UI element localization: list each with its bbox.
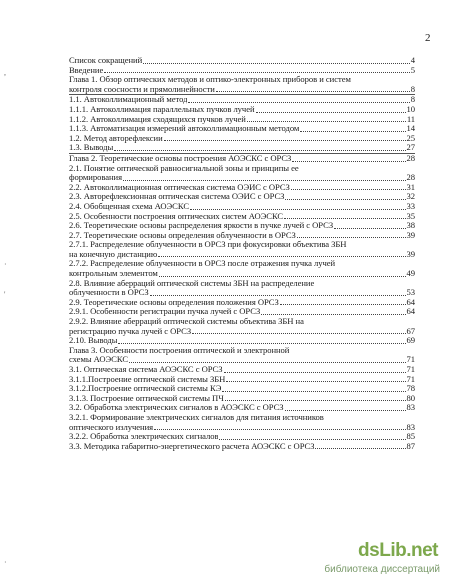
dot-leader [158,256,405,257]
toc-entry [69,432,415,442]
watermark-subtitle: библиотека диссертаций [324,564,440,575]
toc-entry-title: 3.1.1.Построение оптической системы ЗБН [69,374,226,384]
toc-entry-title: 1.2. Метод авторефлексии [69,133,163,143]
dot-leader [315,448,405,449]
dot-leader [190,209,405,210]
toc-entry [69,317,415,336]
dot-leader [118,343,405,344]
toc-entry-page: 31 [406,181,415,192]
toc-entry-title: 3.2.2. Обработка электрических сигналов [69,432,219,442]
toc-entry-title: Глава 1. Обзор оптических методов и оптико-электронных приборов и систем [69,74,351,85]
toc-entry [69,105,415,115]
toc-entry-page: 49 [406,268,415,279]
dot-leader [334,228,405,229]
toc-entry [69,134,415,144]
dot-leader [114,150,405,151]
toc-entry-title: 3.2.1. Формирование электрических сигналов для питания источников [69,411,324,422]
toc-entry-page: 71 [406,373,415,384]
toc-entry-page: 27 [406,142,415,153]
toc-entry-title: 2.7.1. Распределение облученности в ОРСЗ при фокусировки объектива ЗБН [69,239,347,250]
toc-entry [69,212,415,222]
dot-leader [222,391,405,392]
dot-leader [292,161,405,162]
watermark [290,538,450,582]
toc-entry-page: 67 [406,325,415,336]
toc-entry-title-continued: оптического излучения [69,422,154,432]
dot-leader [143,63,410,64]
toc-entry-page: 53 [406,287,415,298]
dot-leader [261,314,405,315]
toc-entry-title: 1.1.2. Автоколлимация сходящихся пучков лучей [69,114,246,124]
dot-leader [285,199,405,200]
dot-leader [297,237,406,238]
dot-leader [159,276,406,277]
margin-mark: ' [4,290,6,299]
toc-entry [69,384,415,394]
toc-entry [69,202,415,212]
dot-leader [226,381,405,382]
toc-entry-title-continued: контроля соосности и прямолинейности [69,84,215,94]
toc-entry [69,75,415,94]
dot-leader [291,189,406,190]
toc-entry-page: 8 [410,94,415,105]
toc-entry-title: 3.3. Методика габаритно-энергетического расчета АОЭСКС с ОРСЗ [69,441,315,451]
toc-entry-title: 3.1.3. Построение оптической системы ПЧ [69,393,224,403]
toc-entry-title: 2.2. Автоколлимационная оптическая система ОЭИС с ОРСЗ [69,182,290,192]
dot-leader [219,439,405,440]
toc-entry [69,143,415,153]
toc-entry-title: 2.8. Влияние аберраций оптической системы ЗБН на распределение [69,277,315,288]
toc-entry-title: Список сокращений [69,56,143,65]
toc-entry-page: 69 [406,335,415,346]
toc-entry [69,442,415,452]
toc-entry-page: 39 [406,248,415,259]
toc-entry-title: 1.1.1. Автоколлимация параллельных пучков лучей [69,104,255,114]
toc-entry [69,183,415,193]
toc-entry-title-continued: формирования [69,173,122,183]
toc-entry-page: 83 [406,402,415,413]
dot-leader [104,72,410,73]
dot-leader [247,121,406,122]
toc-entry [69,394,415,404]
dot-leader [256,112,406,113]
page-number: 2 [425,32,431,44]
toc-entry [69,240,415,259]
toc-entry-page: 35 [406,210,415,221]
dot-leader [154,429,405,430]
dot-leader [216,91,410,92]
toc-entry-title: 2.6. Теоретические основы распределения яркости в пучке лучей с ОРСЗ [69,221,334,231]
dot-leader [129,362,406,363]
toc-entry-page: 38 [406,220,415,231]
toc-entry-title: Введение [69,65,104,75]
toc-entry-title-continued: на конечную дистанцию [69,249,158,259]
margin-mark: · [4,260,7,269]
toc-entry-page: 83 [406,421,415,432]
toc-entry-title: 2.1. Понятие оптической равносигнальной зоны и принципы ее [69,162,299,173]
toc-entry-page: 10 [406,103,415,114]
toc-entry [69,56,415,66]
toc-entry-title: 3.1.2.Построение оптической системы КЭ [69,384,222,394]
toc-entry-title: 2.10. Выводы [69,336,118,346]
dot-leader [225,400,406,401]
dot-leader [192,333,405,334]
toc-entry-page: 8 [410,83,415,94]
toc-entry-page: 71 [406,354,415,365]
toc-entry-page: 25 [406,132,415,143]
toc-entry-title: 2.7. Теоретические основы определения облученности в ОРСЗ [69,230,296,240]
toc-entry-title: 2.5. Особенности построения оптических систем АОЭСКС [69,211,284,221]
toc-entry-page: 87 [406,440,415,451]
toc-entry-title: 2.4. Обобщенная схема АОЭСКС [69,201,190,211]
toc-entry-page: 39 [406,229,415,240]
toc-entry [69,298,415,308]
toc-entry-page: 71 [406,364,415,374]
toc-entry [69,365,415,375]
toc-entry [69,221,415,231]
toc-entry-title: 3.1. Оптическая система АОЭСКС с ОРСЗ [69,365,223,374]
dot-leader [123,180,406,181]
toc-entry-page: 80 [406,392,415,403]
toc-entry [69,279,415,298]
dot-leader [280,304,406,305]
toc-entry-title: 2.9.2. Влияние аберраций оптической системы объектива ЗБН на [69,316,304,327]
toc-entry-title: Глава 3. Особенности построения оптической и электронной [69,344,290,355]
toc-entry-title-continued: облученности в ОРСЗ [69,288,149,298]
toc-entry-page: 14 [406,123,415,134]
margin-mark: · [4,558,7,567]
toc-entry [69,124,415,134]
toc-entry-title: 2.3. Авторефлексионная оптическая система ОЭИС с ОРСЗ [69,192,285,202]
toc-entry-title: 1.1. Автоколлимационный метод [69,95,188,105]
toc-entry-page: 64 [406,306,415,317]
toc-entry-page: 64 [406,296,415,307]
dot-leader [150,295,406,296]
table-of-contents [69,56,415,451]
dot-leader [188,102,409,103]
toc-entry [69,413,415,432]
dot-leader [224,372,406,373]
toc-entry-title-continued: регистрацию пучка лучей с ОРСЗ [69,326,192,336]
toc-entry-page: 5 [410,64,415,75]
toc-entry-page: 4 [410,55,415,65]
toc-entry [69,192,415,202]
toc-entry-page: 78 [406,383,415,394]
toc-entry-page: 33 [406,200,415,211]
toc-entry-title: 1.3. Выводы [69,143,114,153]
dot-leader [285,410,406,411]
toc-entry-title: 3.2. Обработка электрических сигналов в АОЭСКС с ОРСЗ [69,403,284,413]
toc-entry [69,375,415,385]
toc-entry-page: 11 [406,113,415,124]
toc-entry-title-continued: схемы АОЭСКС [69,355,128,365]
dot-leader [164,140,406,141]
toc-entry-page: 28 [406,172,415,183]
dot-leader [300,131,405,132]
toc-entry-title: 2.7.2. Распределение облученности в ОРСЗ после отражения пучка лучей [69,258,336,269]
toc-entry [69,164,415,183]
margin-mark: , [4,68,6,77]
toc-entry [69,95,415,105]
toc-entry-page: 28 [406,152,415,163]
toc-entry-title-continued: контрольным элементом [69,269,158,279]
toc-entry-title: 2.9.1. Особенности регистрации пучка лучей с ОРСЗ [69,307,261,317]
dot-leader [284,218,405,219]
toc-entry-title: Глава 2. Теоретические основы построения АОЭСКС с ОРСЗ [69,153,292,163]
toc-entry [69,115,415,125]
toc-entry-title: 2.9. Теоретические основы определения положения ОРСЗ [69,297,279,307]
toc-entry [69,259,415,278]
toc-entry-page: 85 [406,431,415,442]
toc-entry-title: 1.1.3. Автоматизация измерений автоколлимационным методом [69,124,300,134]
toc-entry [69,346,415,365]
toc-entry-page: 32 [406,191,415,202]
watermark-logo: dsLib.net [358,540,438,561]
